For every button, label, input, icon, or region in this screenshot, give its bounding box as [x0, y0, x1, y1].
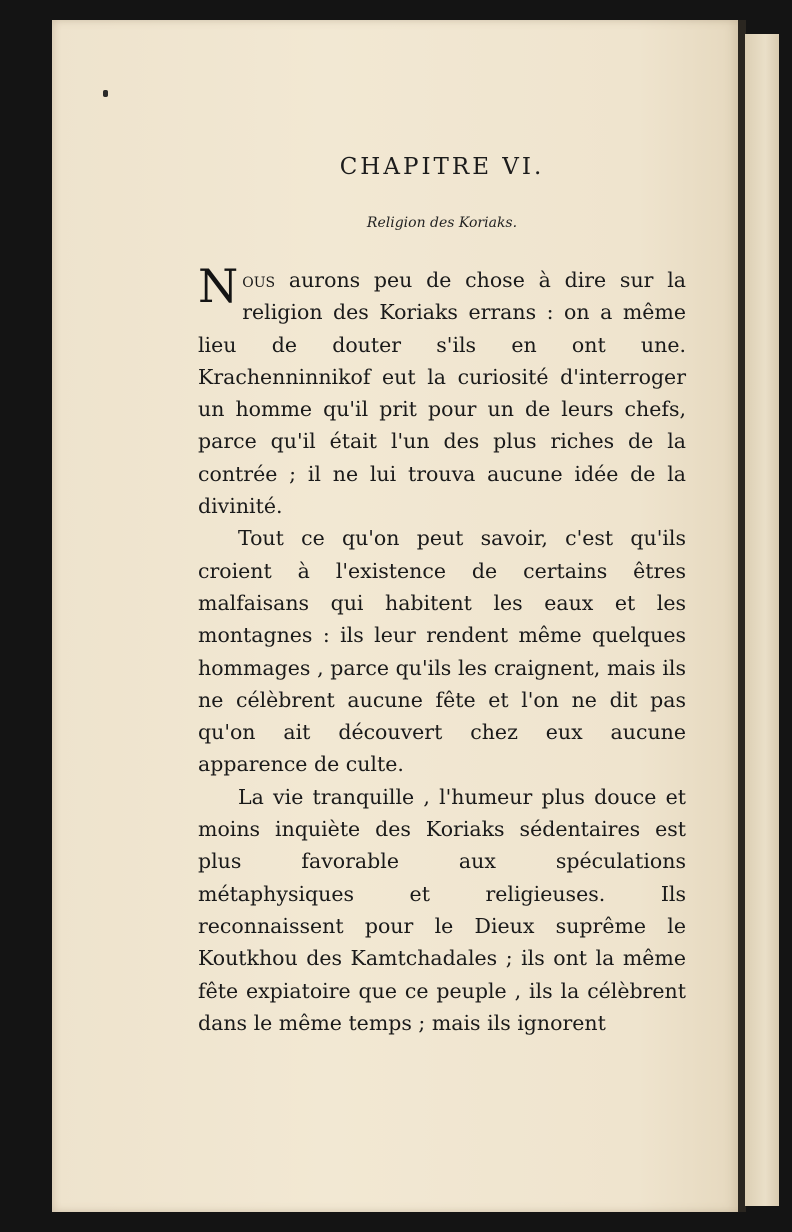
chapter-text — [198, 259, 686, 1039]
paragraph-1-text: aurons peu de chose à dire sur la religion des Koriaks errans : on a même lieu de douter s'ils en ont une. Krachenninnikof eut la curiosité d'interroger un homme qu'il prit pour un de leurs chefs, parce qu'il était l'un des plus riches de la contrée ; il ne lui trouva aucune idée de la divinité. — [198, 268, 686, 519]
first-word-rest: ous — [242, 268, 276, 292]
chapter-subtitle: Religion des Koriaks. — [366, 215, 518, 231]
paragraph-2: Tout ce qu'on peut savoir, c'est qu'ils croient à l'existence de certains êtres malfaisans qui habitent les eaux et les montagnes : ils leur rendent même quelques hommages , parce qu'ils les craignent, mais ils ne célèbrent aucune fête et l'on ne dit pas qu'on ait découvert chez eux aucune apparence de culte. — [198, 526, 686, 777]
drop-cap: N — [198, 259, 239, 313]
paragraph-3: La vie tranquille , l'humeur plus douce et moins inquiète des Koriaks sédentaires est plus favorable aux spéculations métaphysiques et religieuses. Ils reconnaissent pour le Dieux suprême le Koutkhou des Kamtchadales ; ils ont la même fête expiatoire que ce peuple , ils la célèbrent dans le même temps ; mais ils ignorent — [198, 784, 686, 1035]
adjacent-page-edge — [745, 34, 779, 1206]
paragraph-1 — [198, 259, 686, 522]
chapter-title: CHAPITRE VI. — [339, 154, 545, 180]
ink-speck — [103, 90, 108, 97]
